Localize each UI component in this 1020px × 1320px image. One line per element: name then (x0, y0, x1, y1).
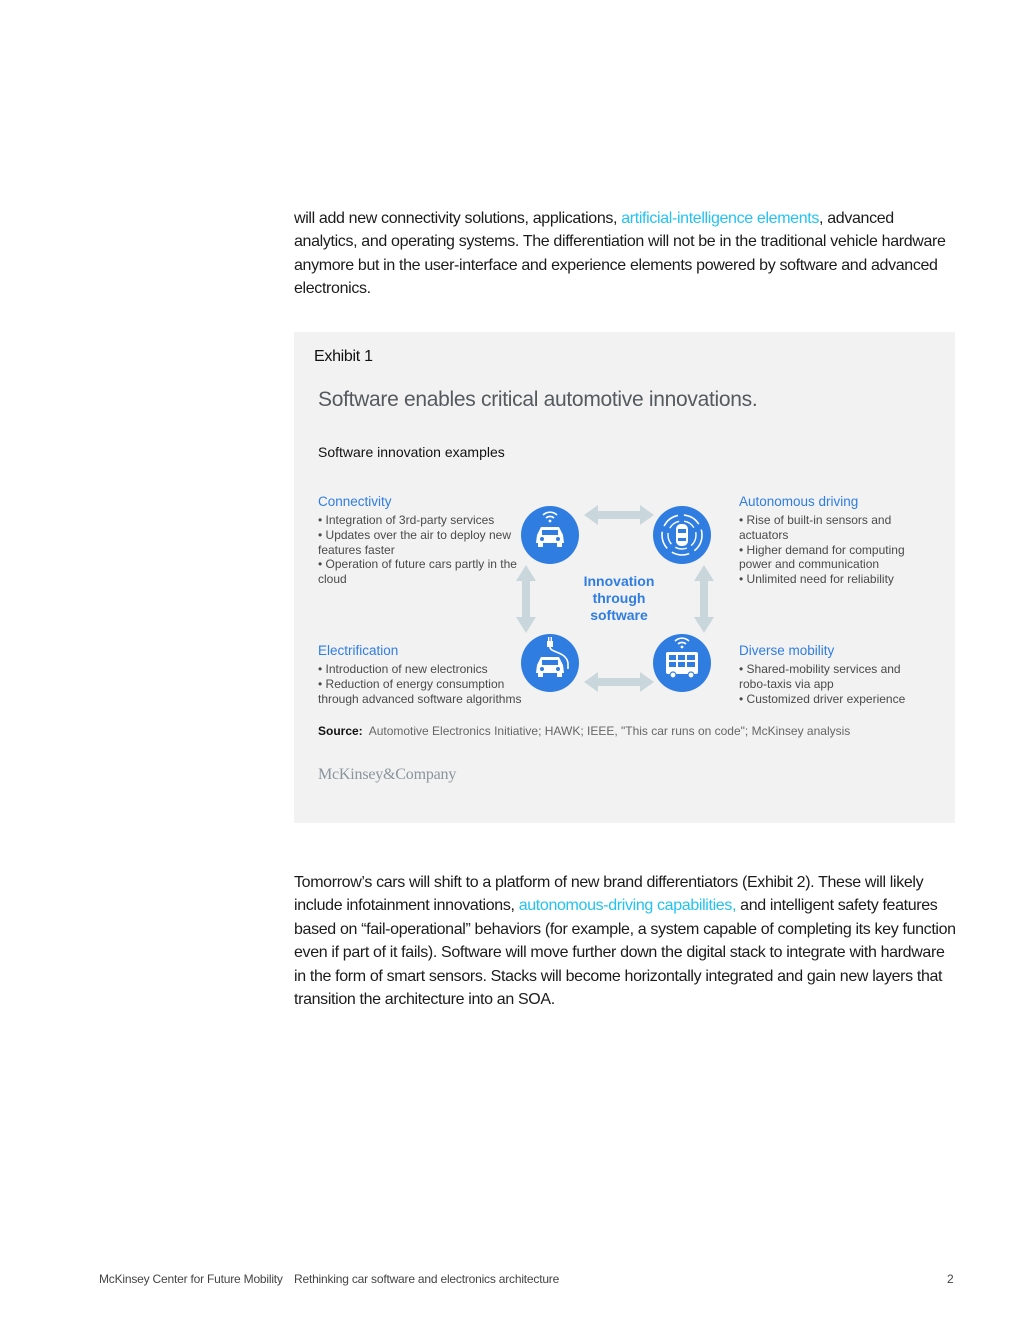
source-text: Automotive Electronics Initiative; HAWK; IEEE, "This car runs on code"; McKinsey analysis (368, 724, 851, 738)
diagram-center-label: Innovation through software (583, 573, 655, 623)
top-arrow (584, 505, 654, 525)
footer-page-number: 2 (947, 1272, 954, 1286)
diverse-bullet: • Customized driver experience (739, 691, 906, 706)
body-paragraph-2 (294, 871, 958, 1011)
electrification-bullet: • Introduction of new electronics (318, 662, 488, 676)
autonomous-bullet: • Higher demand for computing power and communication (739, 542, 905, 572)
right-arrow (694, 565, 714, 633)
autonomous-car-icon (653, 506, 711, 564)
electrification-heading: Electrification (318, 643, 399, 658)
bottom-arrow (584, 672, 654, 692)
exhibit-subtitle: Software innovation examples (318, 444, 505, 460)
connectivity-bullet: • Operation of future cars partly in the cloud (318, 557, 517, 587)
source-label: Source: (318, 724, 363, 738)
footer-document-title: Rethinking car software and electronics architecture (294, 1272, 560, 1286)
diverse-mobility-block (739, 642, 929, 706)
source-note (318, 724, 850, 738)
autonomous-driving-block (739, 493, 929, 587)
diverse-mobility-heading: Diverse mobility (739, 643, 835, 658)
connectivity-bullet: • Updates over the air to deploy new features faster (318, 527, 511, 557)
para1-text-a: will add new connectivity solutions, applications, (294, 210, 622, 227)
para1-text-b: , advanced analytics, and operating systems. The differentiation will not be in the traditional vehicle hardware anymore but in the user-interface and experience elements powered by software and advanced electronics. (294, 210, 946, 298)
autonomous-driving-link[interactable]: autonomous-driving capabilities, (518, 897, 737, 915)
ai-elements-link[interactable]: artificial-intelligence elements (621, 210, 820, 227)
para2-text-a: Tomorrow’s cars will shift to a platform of new brand differentiators (Exhibit 2). These will likely include infotainment innovations, (294, 874, 924, 915)
exhibit-panel (294, 332, 955, 823)
electrification-block (318, 642, 538, 706)
connectivity-bullet: • Integration of 3rd-party services (318, 513, 495, 527)
connectivity-block (318, 493, 518, 587)
shared-bus-icon (653, 634, 711, 692)
autonomous-bullet: • Rise of built-in sensors and actuators (739, 513, 892, 542)
electric-car-icon (521, 634, 579, 692)
autonomous-bullet: • Unlimited need for reliability (739, 572, 894, 587)
left-arrow (516, 565, 536, 633)
exhibit-title: Software enables critical automotive innovations. (318, 388, 758, 411)
para2-text-b: and intelligent safety features based on “fail-operational” behaviors (for example, a system capable of completing its key function even if part of it fails). Software will move further down the digital stack to integrate with hardware in the form of smart sensors. Stacks will become horizontally integrated and gain new layers that transition the architecture into an SOA. (294, 897, 956, 1009)
footer-publisher: McKinsey Center for Future Mobility (99, 1272, 283, 1286)
exhibit-label: Exhibit 1 (314, 348, 373, 365)
connected-car-icon (521, 506, 579, 564)
electrification-bullet: • Reduction of energy consumption through advanced software algorithms (318, 676, 522, 706)
autonomous-driving-heading: Autonomous driving (739, 494, 859, 509)
connectivity-heading: Connectivity (318, 494, 392, 509)
body-paragraph-1 (294, 207, 958, 301)
diverse-bullet: • Shared-mobility services and robo-taxis via app (739, 662, 901, 691)
mckinsey-logo: McKinsey&Company (318, 766, 457, 783)
